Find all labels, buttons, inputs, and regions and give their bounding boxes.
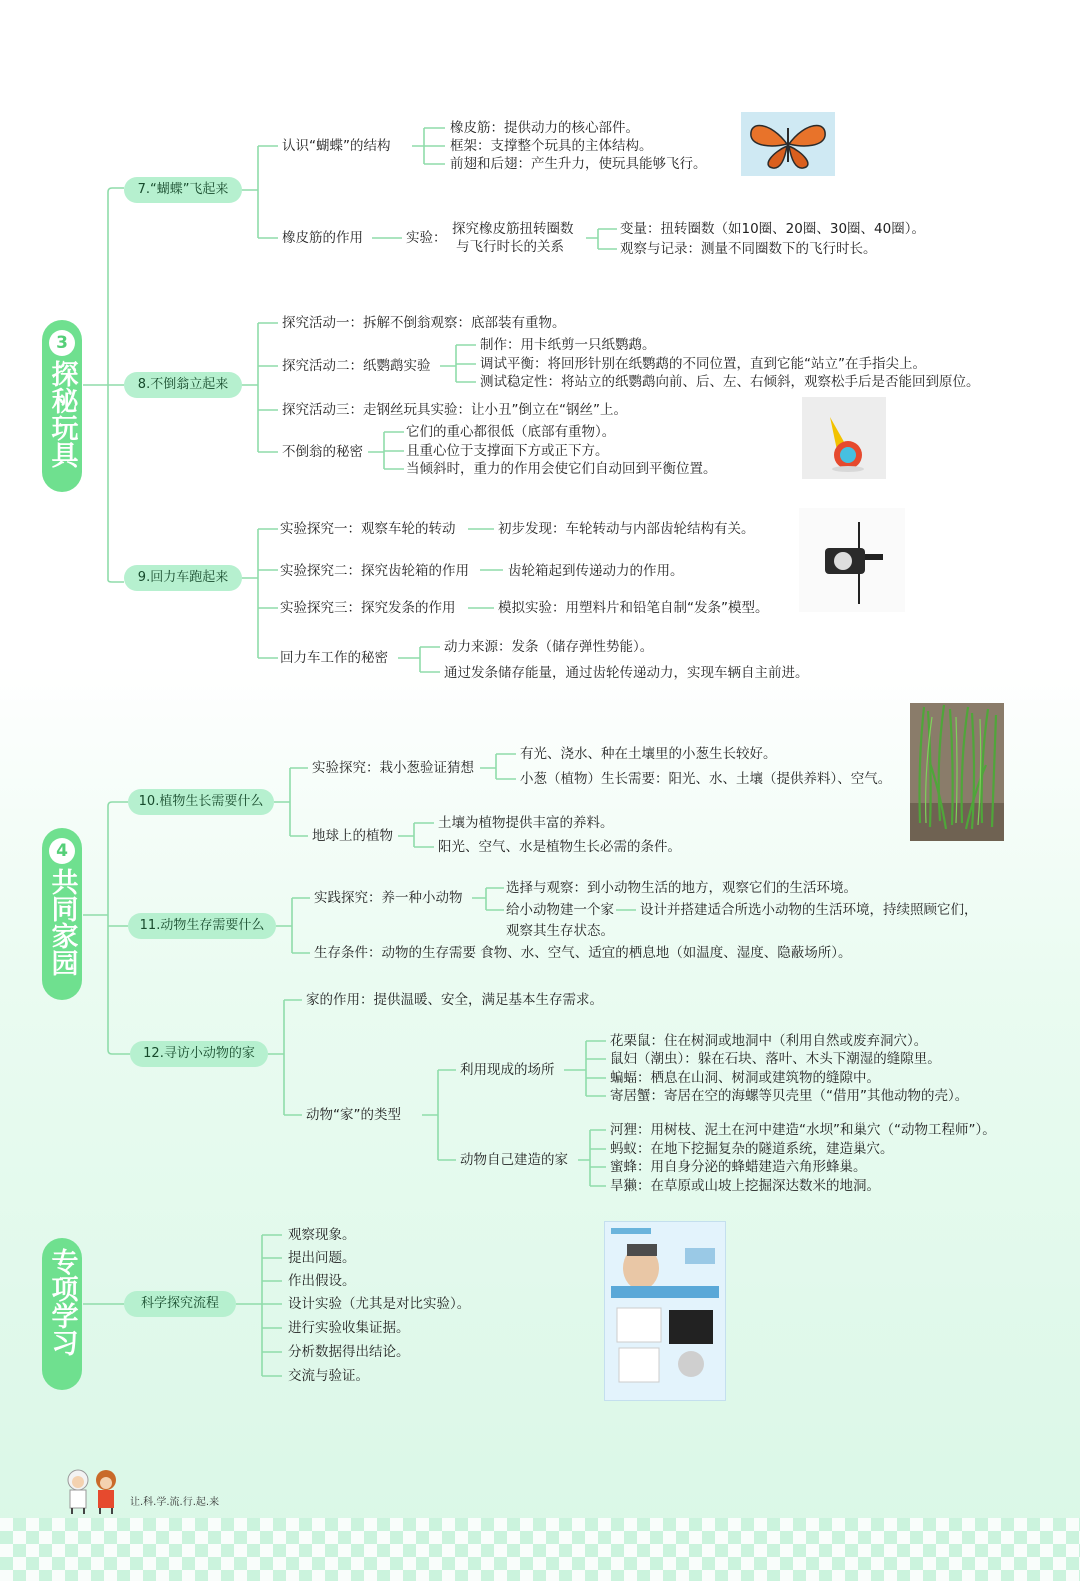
process-step: 作出假设。	[288, 1273, 356, 1289]
l11-practice: 实践探究：养一种小动物	[314, 890, 463, 906]
science-process-node: 科学探究流程	[124, 1291, 236, 1317]
l8-secret: 不倒翁的秘密	[282, 444, 363, 460]
l10-plants-item: 阳光、空气、水是植物生长必需的条件。	[438, 839, 681, 855]
section-4-pill	[42, 828, 82, 1000]
l12-self-built-item: 蜜蜂：用自身分泌的蜂蜡建造六角形蜂巢。	[610, 1159, 867, 1175]
section-3-pill	[42, 320, 82, 492]
l8-activity-1: 探究活动一：拆解不倒翁观察：底部装有重物。	[282, 315, 566, 331]
plant-icon	[910, 703, 1004, 841]
l11-practice-item: 选择与观察：到小动物生活的地方，观察它们的生活环境。	[506, 880, 857, 896]
l7-rubber-band: 橡皮筋的作用	[282, 230, 363, 246]
process-step: 分析数据得出结论。	[288, 1344, 410, 1360]
l11-conditions: 生存条件：动物的生存需要 食物、水、空气、适宜的栖息地（如温度、湿度、隐蔽场所）。	[314, 945, 852, 961]
l11-practice-item: 给小动物建一个家	[506, 902, 614, 918]
l10-experiment: 实验探究：栽小葱验证猜想	[312, 760, 474, 776]
l8-activity-2: 探究活动二：纸鹦鹉实验	[282, 358, 431, 374]
special-study-pill	[42, 1238, 82, 1390]
lesson-7-node: 7.“蝴蝶”飞起来	[124, 177, 242, 203]
footer-slogan: 让.科.学.流.行.起.来	[130, 1497, 220, 1508]
process-step: 提出问题。	[288, 1250, 356, 1266]
magazine-image	[604, 1221, 726, 1401]
l9-secret: 回力车工作的秘密	[280, 650, 388, 666]
l10-experiment-item: 有光、浇水、种在土壤里的小葱生长较好。	[520, 746, 777, 762]
pullback-car-image	[799, 508, 905, 612]
l8-activity-3: 探究活动三：走钢丝玩具实验：让小丑”倒立在“钢丝”上。	[282, 402, 627, 418]
section-title: 共同家园	[46, 868, 78, 976]
l9-exp-1-result: 初步发现：车轮转动与内部齿轮结构有关。	[498, 521, 755, 537]
l7-structure-item: 框架：支撑整个玩具的主体结构。	[450, 138, 653, 154]
l12-self-built-item: 蚂蚁：在地下挖掘复杂的隧道系统，建造巢穴。	[610, 1141, 894, 1157]
lesson-10-node: 10.植物生长需要什么	[128, 789, 274, 815]
scallion-plant-image	[910, 703, 1004, 841]
l9-exp-3: 实验探究三：探究发条的作用	[280, 600, 456, 616]
l7-structure: 认识“蝴蝶”的结构	[282, 138, 391, 154]
l9-exp-2-result: 齿轮箱起到传递动力的作用。	[508, 563, 684, 579]
mascot-icon	[60, 1466, 126, 1516]
l7-experiment-line: 探究橡皮筋扭转圈数	[452, 221, 574, 237]
l12-home-types: 动物“家”的类型	[306, 1107, 401, 1123]
process-step: 进行实验收集证据。	[288, 1320, 410, 1336]
l7-structure-item: 前翅和后翅：产生升力，使玩具能够飞行。	[450, 156, 707, 172]
lesson-11-node: 11.动物生存需要什么	[128, 913, 276, 939]
l9-exp-1: 实验探究一：观察车轮的转动	[280, 521, 456, 537]
l9-exp-3-result: 模拟实验：用塑料片和铅笔自制“发条”模型。	[498, 600, 769, 616]
tumbler-icon	[802, 397, 886, 479]
l12-self-built-item: 旱獭：在草原或山坡上挖掘深达数米的地洞。	[610, 1178, 880, 1194]
l10-experiment-item: 小葱（植物）生长需要：阳光、水、土壤（提供养料）、空气。	[520, 771, 892, 787]
lesson-8-node: 8.不倒翁立起来	[124, 372, 242, 398]
tumbler-toy-image	[802, 397, 886, 479]
l12-existing-item: 寄居蟹：寄居在空的海螺等贝壳里（“借用”其他动物的壳）。	[610, 1088, 969, 1104]
l12-self-built-item: 河狸：用树枝、泥土在河中建造“水坝”和巢穴（“动物工程师”）。	[610, 1122, 996, 1138]
l8-activity-2-item: 测试稳定性：将站立的纸鹦鹉向前、后、左、右倾斜，观察松手后是否能回到原位。	[480, 374, 980, 390]
l12-existing-places: 利用现成的场所	[460, 1062, 555, 1078]
mascot-scientists-icon	[60, 1466, 126, 1516]
l9-secret-item: 动力来源：发条（储存弹性势能）。	[444, 639, 654, 655]
l7-experiment-label: 实验：	[406, 230, 447, 246]
lesson-9-node: 9.回力车跑起来	[124, 565, 242, 591]
process-step: 交流与验证。	[288, 1368, 369, 1384]
section-number: 3	[49, 330, 75, 356]
l8-activity-2-item: 调试平衡：将回形针别在纸鹦鹉的不同位置，直到它能“站立”在手指尖上。	[480, 356, 926, 372]
l7-experiment-item: 观察与记录：测量不同圈数下的飞行时长。	[620, 241, 877, 257]
l11-practice-detail: 设计并搭建适合所选小动物的生活环境，持续照顾它们，	[640, 902, 978, 918]
butterfly-toy-image	[741, 112, 835, 176]
l7-experiment-line: 与飞行时长的关系	[456, 239, 564, 255]
wheel-icon	[799, 508, 905, 612]
l12-existing-item: 花栗鼠：住在树洞或地洞中（利用自然或废弃洞穴）。	[610, 1033, 928, 1049]
l7-experiment-item: 变量：扭转圈数（如10圈、20圈、30圈、40圈）。	[620, 221, 925, 237]
l9-secret-item: 通过发条储存能量，通过齿轮传递动力，实现车辆自主前进。	[444, 665, 809, 681]
process-step: 观察现象。	[288, 1227, 356, 1243]
l10-plants-item: 土壤为植物提供丰富的养料。	[438, 815, 614, 831]
lesson-12-node: 12.寻访小动物的家	[130, 1041, 268, 1067]
section-title: 专项学习	[46, 1248, 78, 1356]
section-title: 探秘玩具	[46, 360, 78, 468]
l8-secret-item: 当倾斜时，重力的作用会使它们自动回到平衡位置。	[406, 461, 717, 477]
l12-self-built: 动物自己建造的家	[460, 1152, 568, 1168]
l7-structure-item: 橡皮筋：提供动力的核心部件。	[450, 120, 639, 136]
checker-footer-pattern	[0, 1518, 1080, 1581]
l8-secret-item: 它们的重心都很低（底部有重物）。	[406, 424, 616, 440]
process-step: 设计实验（尤其是对比实验）。	[288, 1296, 471, 1312]
l11-practice-detail: 观察其生存状态。	[506, 923, 614, 939]
l12-existing-item: 鼠妇（潮虫）：躲在石块、落叶、木头下潮湿的缝隙里。	[610, 1051, 941, 1067]
l12-existing-item: 蝙蝠：栖息在山洞、树洞或建筑物的缝隙中。	[610, 1070, 880, 1086]
section-number: 4	[49, 838, 75, 864]
butterfly-icon	[741, 112, 835, 176]
l8-secret-item: 且重心位于支撑面下方或正下方。	[406, 443, 609, 459]
l9-exp-2: 实验探究二：探究齿轮箱的作用	[280, 563, 469, 579]
l10-plants: 地球上的植物	[312, 828, 393, 844]
magazine-cover-icon	[605, 1222, 725, 1400]
l8-activity-2-item: 制作：用卡纸剪一只纸鹦鹉。	[480, 337, 656, 353]
l12-home-function: 家的作用：提供温暖、安全，满足基本生存需求。	[306, 992, 603, 1008]
